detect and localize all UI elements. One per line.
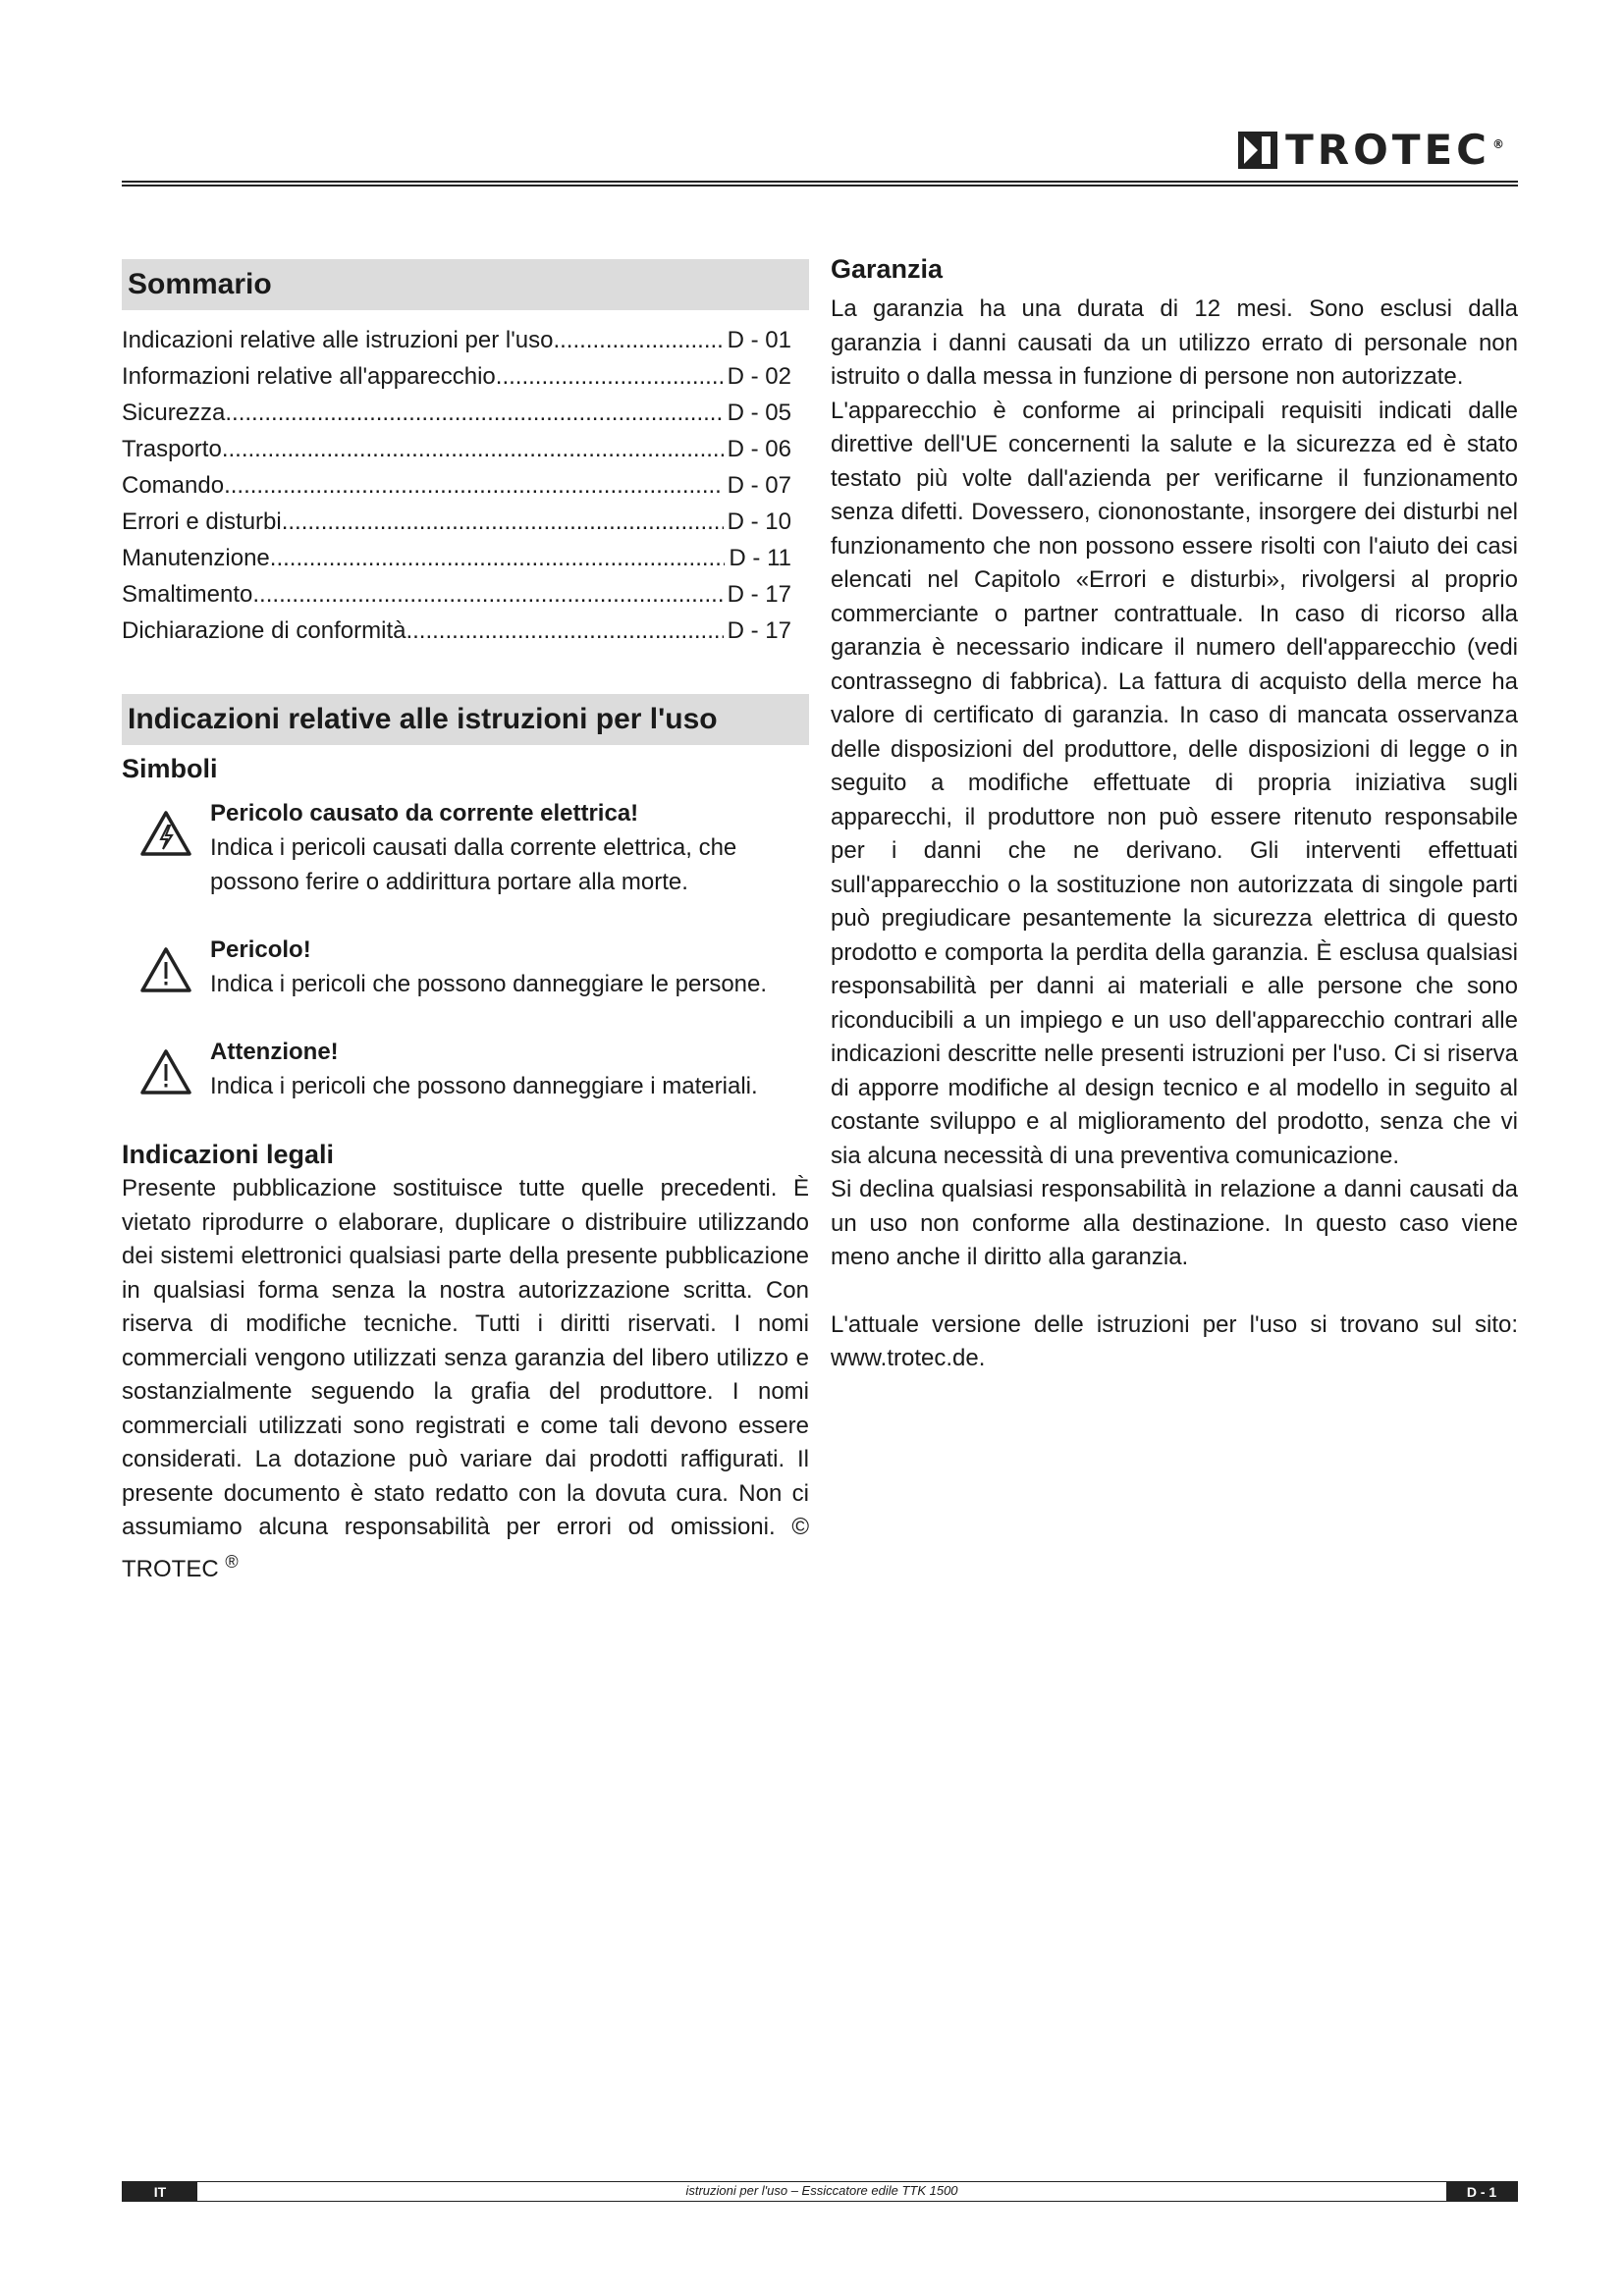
legal-registered-mark: ® <box>225 1551 239 1572</box>
brand-registered-mark: ® <box>1492 137 1508 151</box>
header-rule-top <box>122 181 1518 183</box>
summary-title: Sommario <box>128 268 272 300</box>
symbol-description: Indica i pericoli che possono danneggiare le persone. <box>210 971 768 997</box>
toc-item[interactable]: Sicurezza ..... D - 05 <box>122 395 809 431</box>
website-notice: L'attuale versione delle istruzioni per l'uso si trovano sul sito: www.trotec.de. <box>831 1310 1518 1371</box>
table-of-contents <box>122 322 809 649</box>
header-rule-bottom <box>122 185 1518 187</box>
instructions-title: Indicazioni relative alle istruzioni per l'uso <box>128 703 718 735</box>
legal-text: Presente pubblicazione sostituisce tutte quelle precedenti. È vietato riprodurre o elaborare, duplicare o distribuire utilizzando dei sistemi elettronici qualsiasi parte della presente pubblicazione in qualsiasi forma senza la nostra autorizzazione scritta. Con riserva di modifiche tecniche. Tutti i diritti riservati. I nomi commerciali vengono utilizzati senza garanzia del libero utilizzo e sostanzialmente seguendo la grafia del produttore. I nomi commerciali utilizzati sono registrati e come tali devono essere considerati. La dotazione può variare dai prodotti raffigurati. Il presente documento è stato redatto con la dovuta cura. Non ci assumiamo alcuna responsabilità per errori od omissioni. © TROTEC ® <box>122 1175 809 1582</box>
electric-warning-icon <box>139 810 192 857</box>
symbol-caution <box>122 1035 809 1103</box>
brand-logo <box>1238 126 1508 175</box>
symbols-heading: Simboli <box>122 754 218 783</box>
toc-item[interactable]: Dichiarazione di conformità ..... D - 17 <box>122 613 809 649</box>
caution-warning-icon <box>139 1048 192 1095</box>
footer-language: IT <box>123 2182 197 2201</box>
trotec-logo-icon <box>1238 132 1277 169</box>
summary-header <box>122 259 809 310</box>
legal-heading: Indicazioni legali <box>122 1140 335 1169</box>
brand-name: TROTEC ® <box>1285 126 1508 174</box>
right-column <box>831 251 1518 1376</box>
toc-item[interactable]: Comando ..... D - 07 <box>122 467 809 504</box>
warranty-heading: Garanzia <box>831 254 944 284</box>
footer-title: istruzioni per l'uso – Essiccatore edile TTK 1500 <box>685 2183 958 2198</box>
symbol-danger <box>122 933 809 1001</box>
toc-item[interactable]: Trasporto ..... D - 06 <box>122 431 809 467</box>
toc-item[interactable]: Indicazioni relative alle istruzioni per l'uso ..... D - 01 <box>122 322 809 358</box>
left-column <box>122 259 809 1586</box>
toc-item[interactable]: Errori e disturbi ..... D - 10 <box>122 504 809 540</box>
symbol-title: Pericolo! <box>210 936 311 963</box>
toc-item[interactable]: Smaltimento ..... D - 17 <box>122 576 809 613</box>
toc-item[interactable]: Informazioni relative all'apparecchio ..... D - 02 <box>122 358 809 395</box>
danger-warning-icon <box>139 946 192 993</box>
symbol-description: Indica i pericoli causati dalla corrente elettrica, che possono ferire o addirittura portare alla morte. <box>210 834 737 895</box>
toc-item[interactable]: Manutenzione ..... D - 11 <box>122 540 809 576</box>
page-footer <box>122 2181 1518 2202</box>
footer-page-number: D - 1 <box>1446 2182 1517 2201</box>
warranty-paragraph: La garanzia ha una durata di 12 mesi. Sono esclusi dalla garanzia i danni causati da un utilizzo errato di personale non istruito o dalla messa in funzione di persone non autorizzate. <box>831 295 1518 390</box>
symbol-title: Attenzione! <box>210 1039 339 1065</box>
warranty-paragraph: Si declina qualsiasi responsabilità in relazione a danni causati da un uso non conforme alla destinazione. In questo caso viene meno anche il diritto alla garanzia. <box>831 1176 1518 1270</box>
instructions-header <box>122 694 809 745</box>
warranty-paragraph: L'apparecchio è conforme ai principali requisiti indicati dalle direttive dell'UE concernenti la salute e la sicurezza ed è stato testato più volte dall'azienda per verificarne il funzionamento senza difetti. Dovessero, ciononostante, insorgere dei disturbi nel funzionamento che non possono essere risolti con l'aiuto dei casi elencati nel Capitolo «Errori e disturbi», rivolgersi al proprio commerciante o partner contrattuale. In caso di ricorso alla garanzia è necessario indicare il numero dell'apparecchio (vedi contrassegno di fabbrica). La fattura di acquisto della merce ha valore di certificato di garanzia. In caso di mancata osservanza delle disposizioni del produttore, delle disposizioni di legge o in seguito a modifiche effettuate di propria iniziativa sugli apparecchi, il produttore non può essere ritenuto responsabile per i danni che ne derivano. Gli interventi effettuati sull'apparecchio o la sostituzione non autorizzata di singole parti può pregiudicare pesantemente la sicurezza elettrica di questo prodotto e comporta la perdita della garanzia. È esclusa qualsiasi responsabilità per danni ai materiali e alle persone che sono riconducibili a un impiego e un uso dell'apparecchio contrari alle indicazioni descritte nelle presenti istruzioni per l'uso. Ci si riserva di apporre modifiche al design tecnico e al modello in seguito al costante sviluppo e al miglioramento del prodotto, senza che vi sia alcuna necessità di una preventiva comunicazione. <box>831 397 1518 1169</box>
symbol-title: Pericolo causato da corrente elettrica! <box>210 800 639 827</box>
symbol-description: Indica i pericoli che possono danneggiare i materiali. <box>210 1073 758 1099</box>
symbol-electric <box>122 796 809 899</box>
